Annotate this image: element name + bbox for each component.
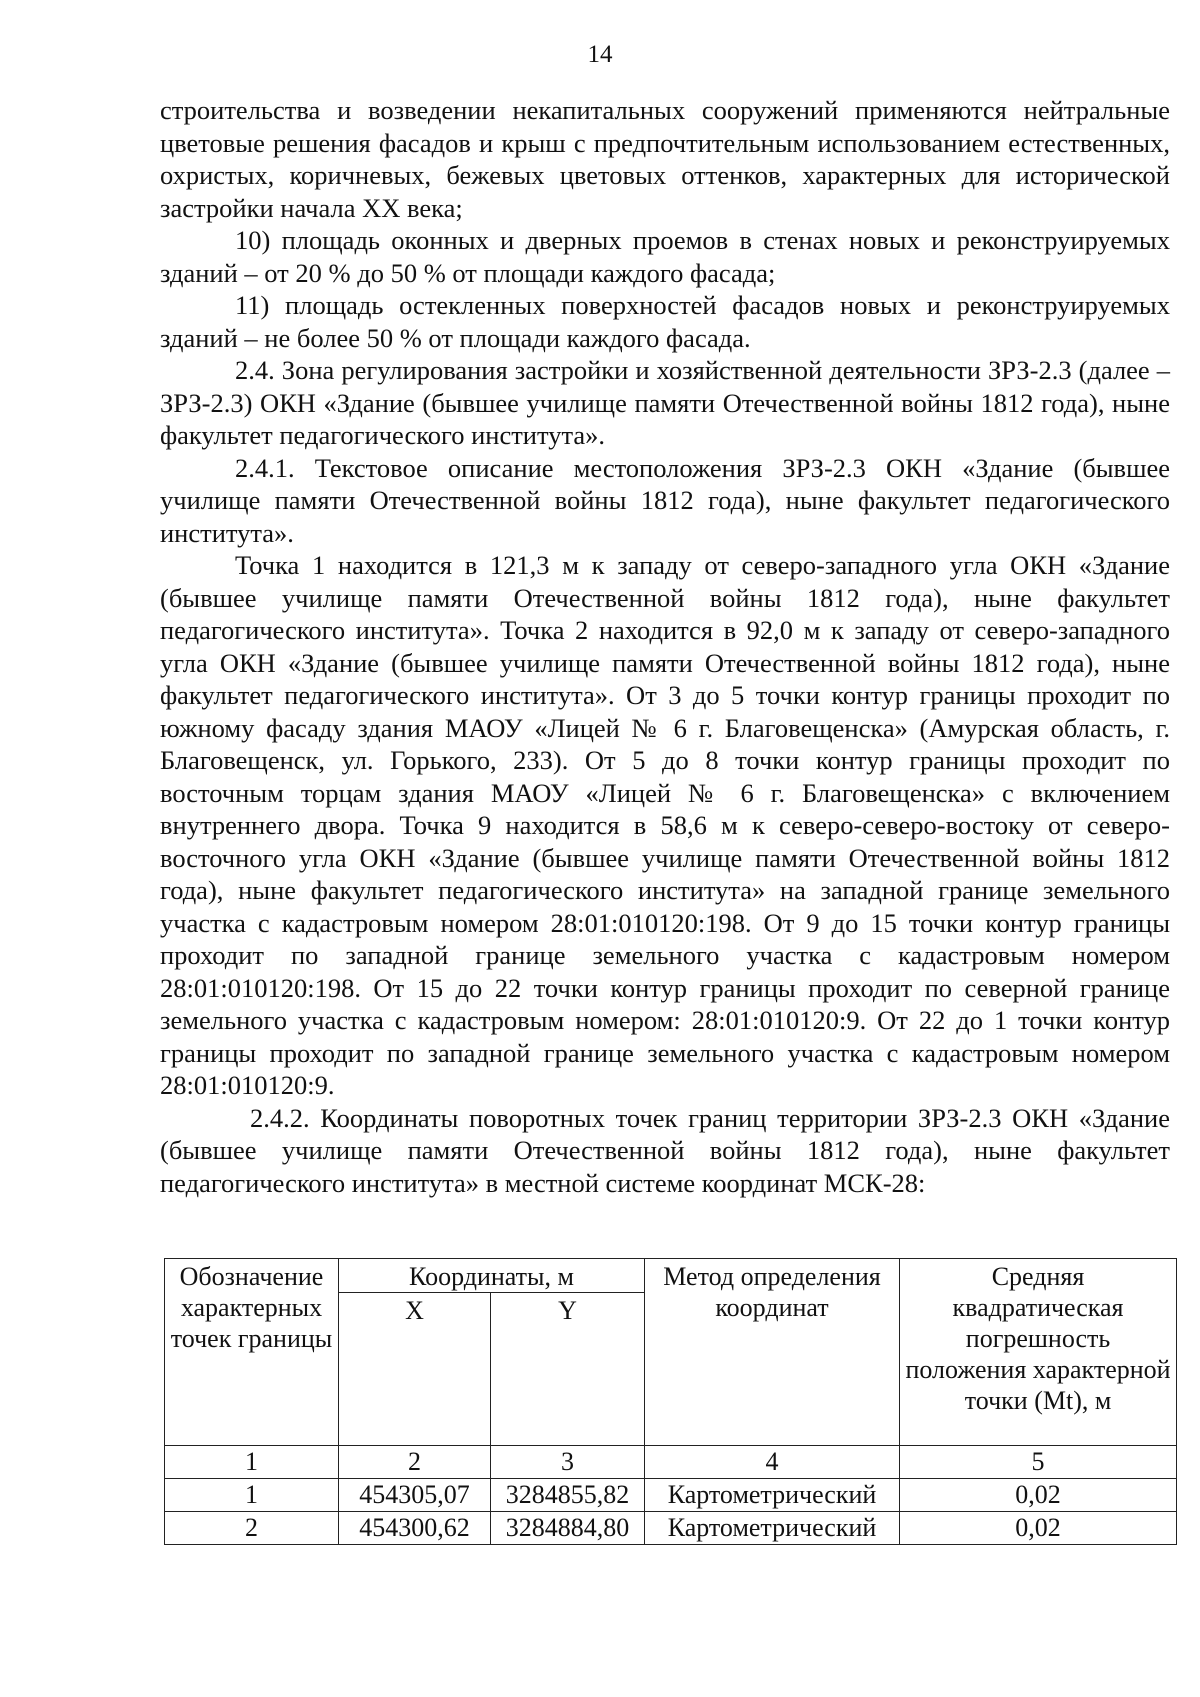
header-y: Y bbox=[491, 1293, 645, 1446]
paragraph-section-2-4-1: 2.4.1. Текстовое описание местоположения ЗРЗ-2.3 ОКН «Здание (бывшее училище памяти Отечественной войны 1812 года), ныне факультет педагогического института». bbox=[160, 452, 1170, 548]
column-number: 4 bbox=[645, 1446, 900, 1479]
column-number: 2 bbox=[339, 1446, 491, 1479]
column-number: 3 bbox=[491, 1446, 645, 1479]
error-value: 0,02 bbox=[900, 1512, 1177, 1545]
paragraph-section-2-4: 2.4. Зона регулирования застройки и хозяйственной деятельности ЗРЗ-2.3 (далее – ЗРЗ-2.3) ОКН «Здание (бывшее училище памяти Отечественной войны 1812 года), ныне факультет педагогического института». bbox=[160, 355, 1170, 450]
coordinate-x: 454300,62 bbox=[339, 1512, 491, 1545]
paragraph-item-10: 10) площадь оконных и дверных проемов в стенах новых и реконструируемых зданий – от 20 % до 50 % от площади каждого фасада; bbox=[160, 225, 1170, 288]
header-x: X bbox=[339, 1293, 491, 1446]
error-value: 0,02 bbox=[900, 1479, 1177, 1512]
coordinates-table bbox=[164, 1258, 1177, 1545]
header-error: Средняя квадратическая погрешность положения характерной точки (Mt), м bbox=[900, 1259, 1177, 1446]
method: Картометрический bbox=[645, 1479, 900, 1512]
method: Картометрический bbox=[645, 1512, 900, 1545]
point-number: 1 bbox=[165, 1479, 339, 1512]
coordinate-x: 454305,07 bbox=[339, 1479, 491, 1512]
column-number: 1 bbox=[165, 1446, 339, 1479]
header-method: Метод определения координат bbox=[645, 1259, 900, 1446]
paragraph-item-11: 11) площадь остекленных поверхностей фасадов новых и реконструируемых зданий – не более 50 % от площади каждого фасада. bbox=[160, 290, 1170, 353]
paragraph-location-description: Точка 1 находится в 121,3 м к западу от северо-западного угла ОКН «Здание (бывшее училище памяти Отечественной войны 1812 года), ныне факультет педагогического института». Точка 2 находится в 92,0 м к западу от северо-западного угла ОКН «Здание (бывшее училище памяти Отечественной войны 1812 года), ныне факультет педагогического института». От 3 до 5 точки контур границы проходит по южному фасаду здания МАОУ «Лицей № 6 г. Благовещенска» (Амурская область, г. Благовещенск, ул. Горького, 233). От 5 до 8 точки контур границы проходит по восточным торцам здания МАОУ «Лицей № 6 г. Благовещенска» с включением внутреннего двора. Точка 9 находится в 58,6 м к северо-северо-востоку от северо-восточного угла ОКН «Здание (бывшее училище памяти Отечественной войны 1812 года), ныне факультет педагогического института» на западной границе земельного участка с кадастровым номером 28:01:010120:198. От 9 до 15 точки контур границы проходит по западной границе земельного участка с кадастровым номером 28:01:010120:198. От 15 до 22 точки контур границы проходит по северной границе земельного участка с кадастровым номером: 28:01:010120:9. От 22 до 1 точки контур границы проходит по западной границе земельного участка с кадастровым номером 28:01:010120:9. bbox=[160, 550, 1170, 1100]
coordinate-y: 3284855,82 bbox=[491, 1479, 645, 1512]
document-body bbox=[160, 94, 1170, 1199]
header-coordinates: Координаты, м bbox=[339, 1259, 645, 1293]
column-number-row bbox=[165, 1446, 1177, 1479]
point-number: 2 bbox=[165, 1512, 339, 1545]
paragraph-facade-colors: строительства и возведении некапитальных сооружений применяются нейтральные цветовые решения фасадов и крыш с предпочтительным использованием естественных, охристых, коричневых, бежевых цветовых оттенков, характерных для исторической застройки начала XX века; bbox=[160, 95, 1170, 223]
column-number: 5 bbox=[900, 1446, 1177, 1479]
header-designation: Обозначение характерных точек границы bbox=[165, 1259, 339, 1446]
paragraph-section-2-4-2: 2.4.2. Координаты поворотных точек границ территории ЗРЗ-2.3 ОКН «Здание (бывшее училище памяти Отечественной войны 1812 года), ныне факультет педагогического института» в местной системе координат МСК-28: bbox=[160, 1102, 1170, 1198]
table-row bbox=[165, 1512, 1177, 1545]
page-number: 14 bbox=[587, 41, 613, 68]
coordinate-y: 3284884,80 bbox=[491, 1512, 645, 1545]
table-row bbox=[165, 1479, 1177, 1512]
